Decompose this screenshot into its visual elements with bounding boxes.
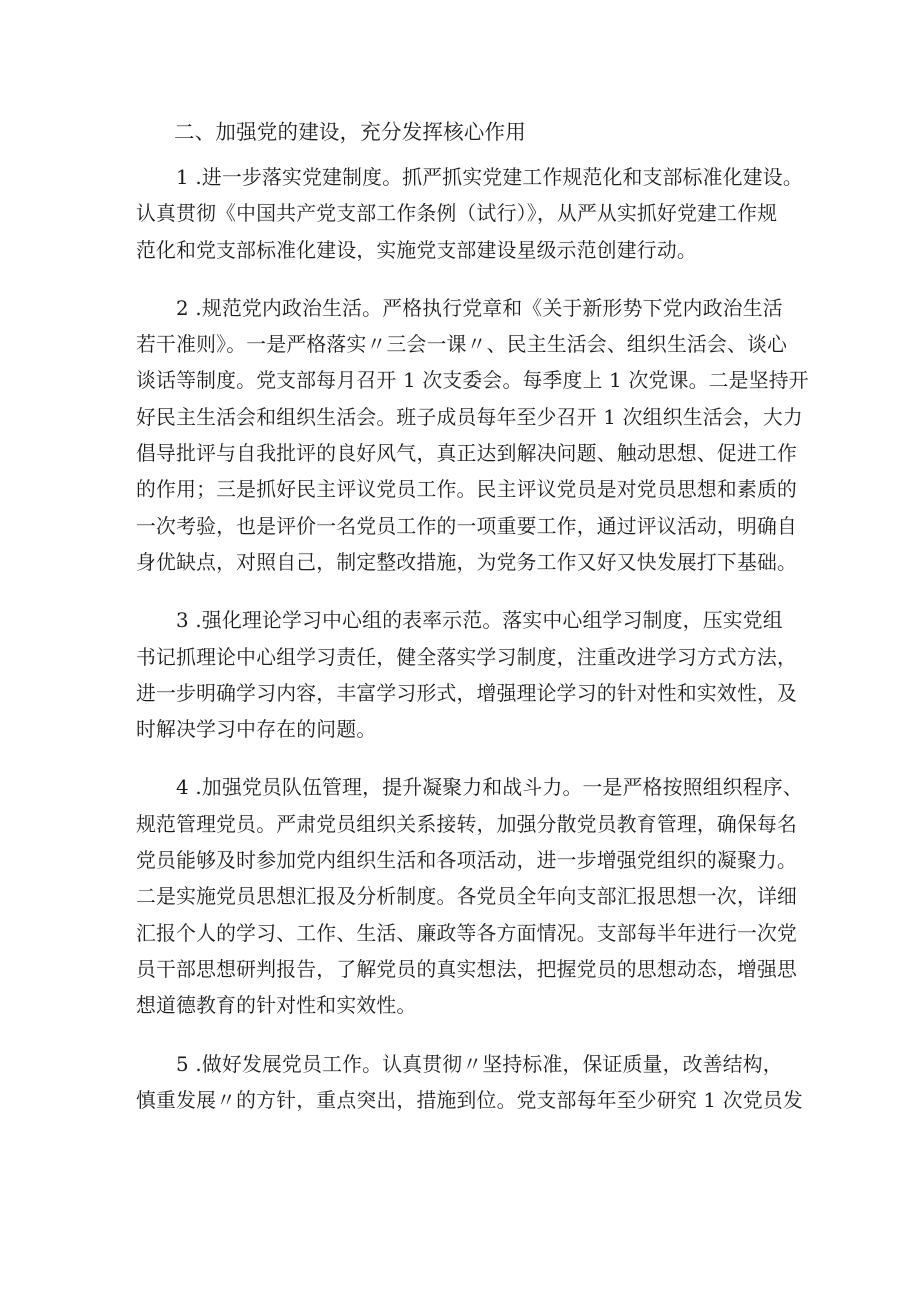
section-heading: 二、加强党的建设，充分发挥核心作用 [174, 120, 526, 144]
paragraph-line: 汇报个人的学习、工作、生活、廉政等各方面情况。支部每半年进行一次党 [136, 921, 798, 945]
paragraph-line: 认真贯彻《中国共产党支部工作条例（试行）》，从严从实抓好党建工作规 [136, 202, 778, 226]
paragraph-line: 2 .规范党内政治生活。严格执行党章和《关于新形势下党内政治生活 [176, 296, 783, 320]
paragraph-line: 好民主生活会和组织生活会。班子成员每年至少召开 1 次组织生活会，大力 [136, 405, 803, 429]
paragraph-line: 书记抓理论中心组学习责任，健全落实学习制度，注重改进学习方式方法， [136, 645, 798, 669]
paragraph-line: 想道德教育的针对性和实效性。 [136, 994, 417, 1018]
paragraph-line: 4 .加强党员队伍管理，提升凝聚力和战斗力。一是严格按照组织程序、 [176, 776, 803, 800]
paragraph-line: 1 .进一步落实党建制度。抓严抓实党建工作规范化和支部标准化建设。 [176, 166, 803, 189]
paragraph-line: 的作用；三是抓好民主评议党员工作。民主评议党员是对党员思想和素质的 [136, 478, 798, 502]
paragraph-line: 一次考验，也是评价一名党员工作的一项重要工作，通过评议活动，明确自 [136, 514, 798, 538]
paragraph-5 [136, 1047, 803, 1120]
paragraph-2 [136, 291, 809, 581]
paragraph-line: 党员能够及时参加党内组织生活和各项活动，进一步增强党组织的凝聚力。 [136, 849, 798, 873]
paragraph-line: 5 .做好发展党员工作。认真贯彻〃坚持标准，保证质量，改善结构， [176, 1052, 783, 1076]
paragraph-line: 慎重发展〃的方针，重点突出，措施到位。党支部每年至少研究 1 次党员发 [136, 1088, 803, 1112]
paragraph-line: 时解决学习中存在的问题。 [136, 718, 377, 742]
paragraph-line: 员干部思想研判报告，了解党员的真实想法，把握党员的思想动态，增强思 [136, 957, 798, 981]
paragraph-3 [136, 603, 798, 748]
paragraph-line: 谈话等制度。党支部每月召开 1 次支委会。每季度上 1 次党课。二是坚持开 [136, 369, 809, 393]
paragraph-1 [136, 160, 803, 269]
paragraph-line: 3 .强化理论学习中心组的表率示范。落实中心组学习制度，压实党组 [176, 609, 783, 633]
paragraph-line: 规范管理党员。严肃党员组织关系接转，加强分散党员教育管理，确保每名 [136, 812, 798, 836]
paragraph-line: 范化和党支部标准化建设，实施党支部建设星级示范创建行动。 [136, 238, 697, 262]
paragraph-4 [136, 770, 803, 1024]
document-body [136, 118, 809, 1141]
paragraph-line: 若干准则》。一是严格落实〃三会一课〃、民主生活会、组织生活会、谈心 [136, 333, 788, 357]
paragraph-line: 进一步明确学习内容，丰富学习形式，增强理论学习的针对性和实效性，及 [136, 681, 798, 705]
paragraph-line: 身优缺点，对照自己，制定整改措施，为党务工作又好又快发展打下基础。 [136, 550, 798, 574]
paragraph-line: 倡导批评与自我批评的良好风气，真正达到解决问题、触动思想、促进工作 [136, 442, 798, 466]
paragraph-line: 二是实施党员思想汇报及分析制度。各党员全年向支部汇报思想一次，详细 [136, 885, 798, 909]
